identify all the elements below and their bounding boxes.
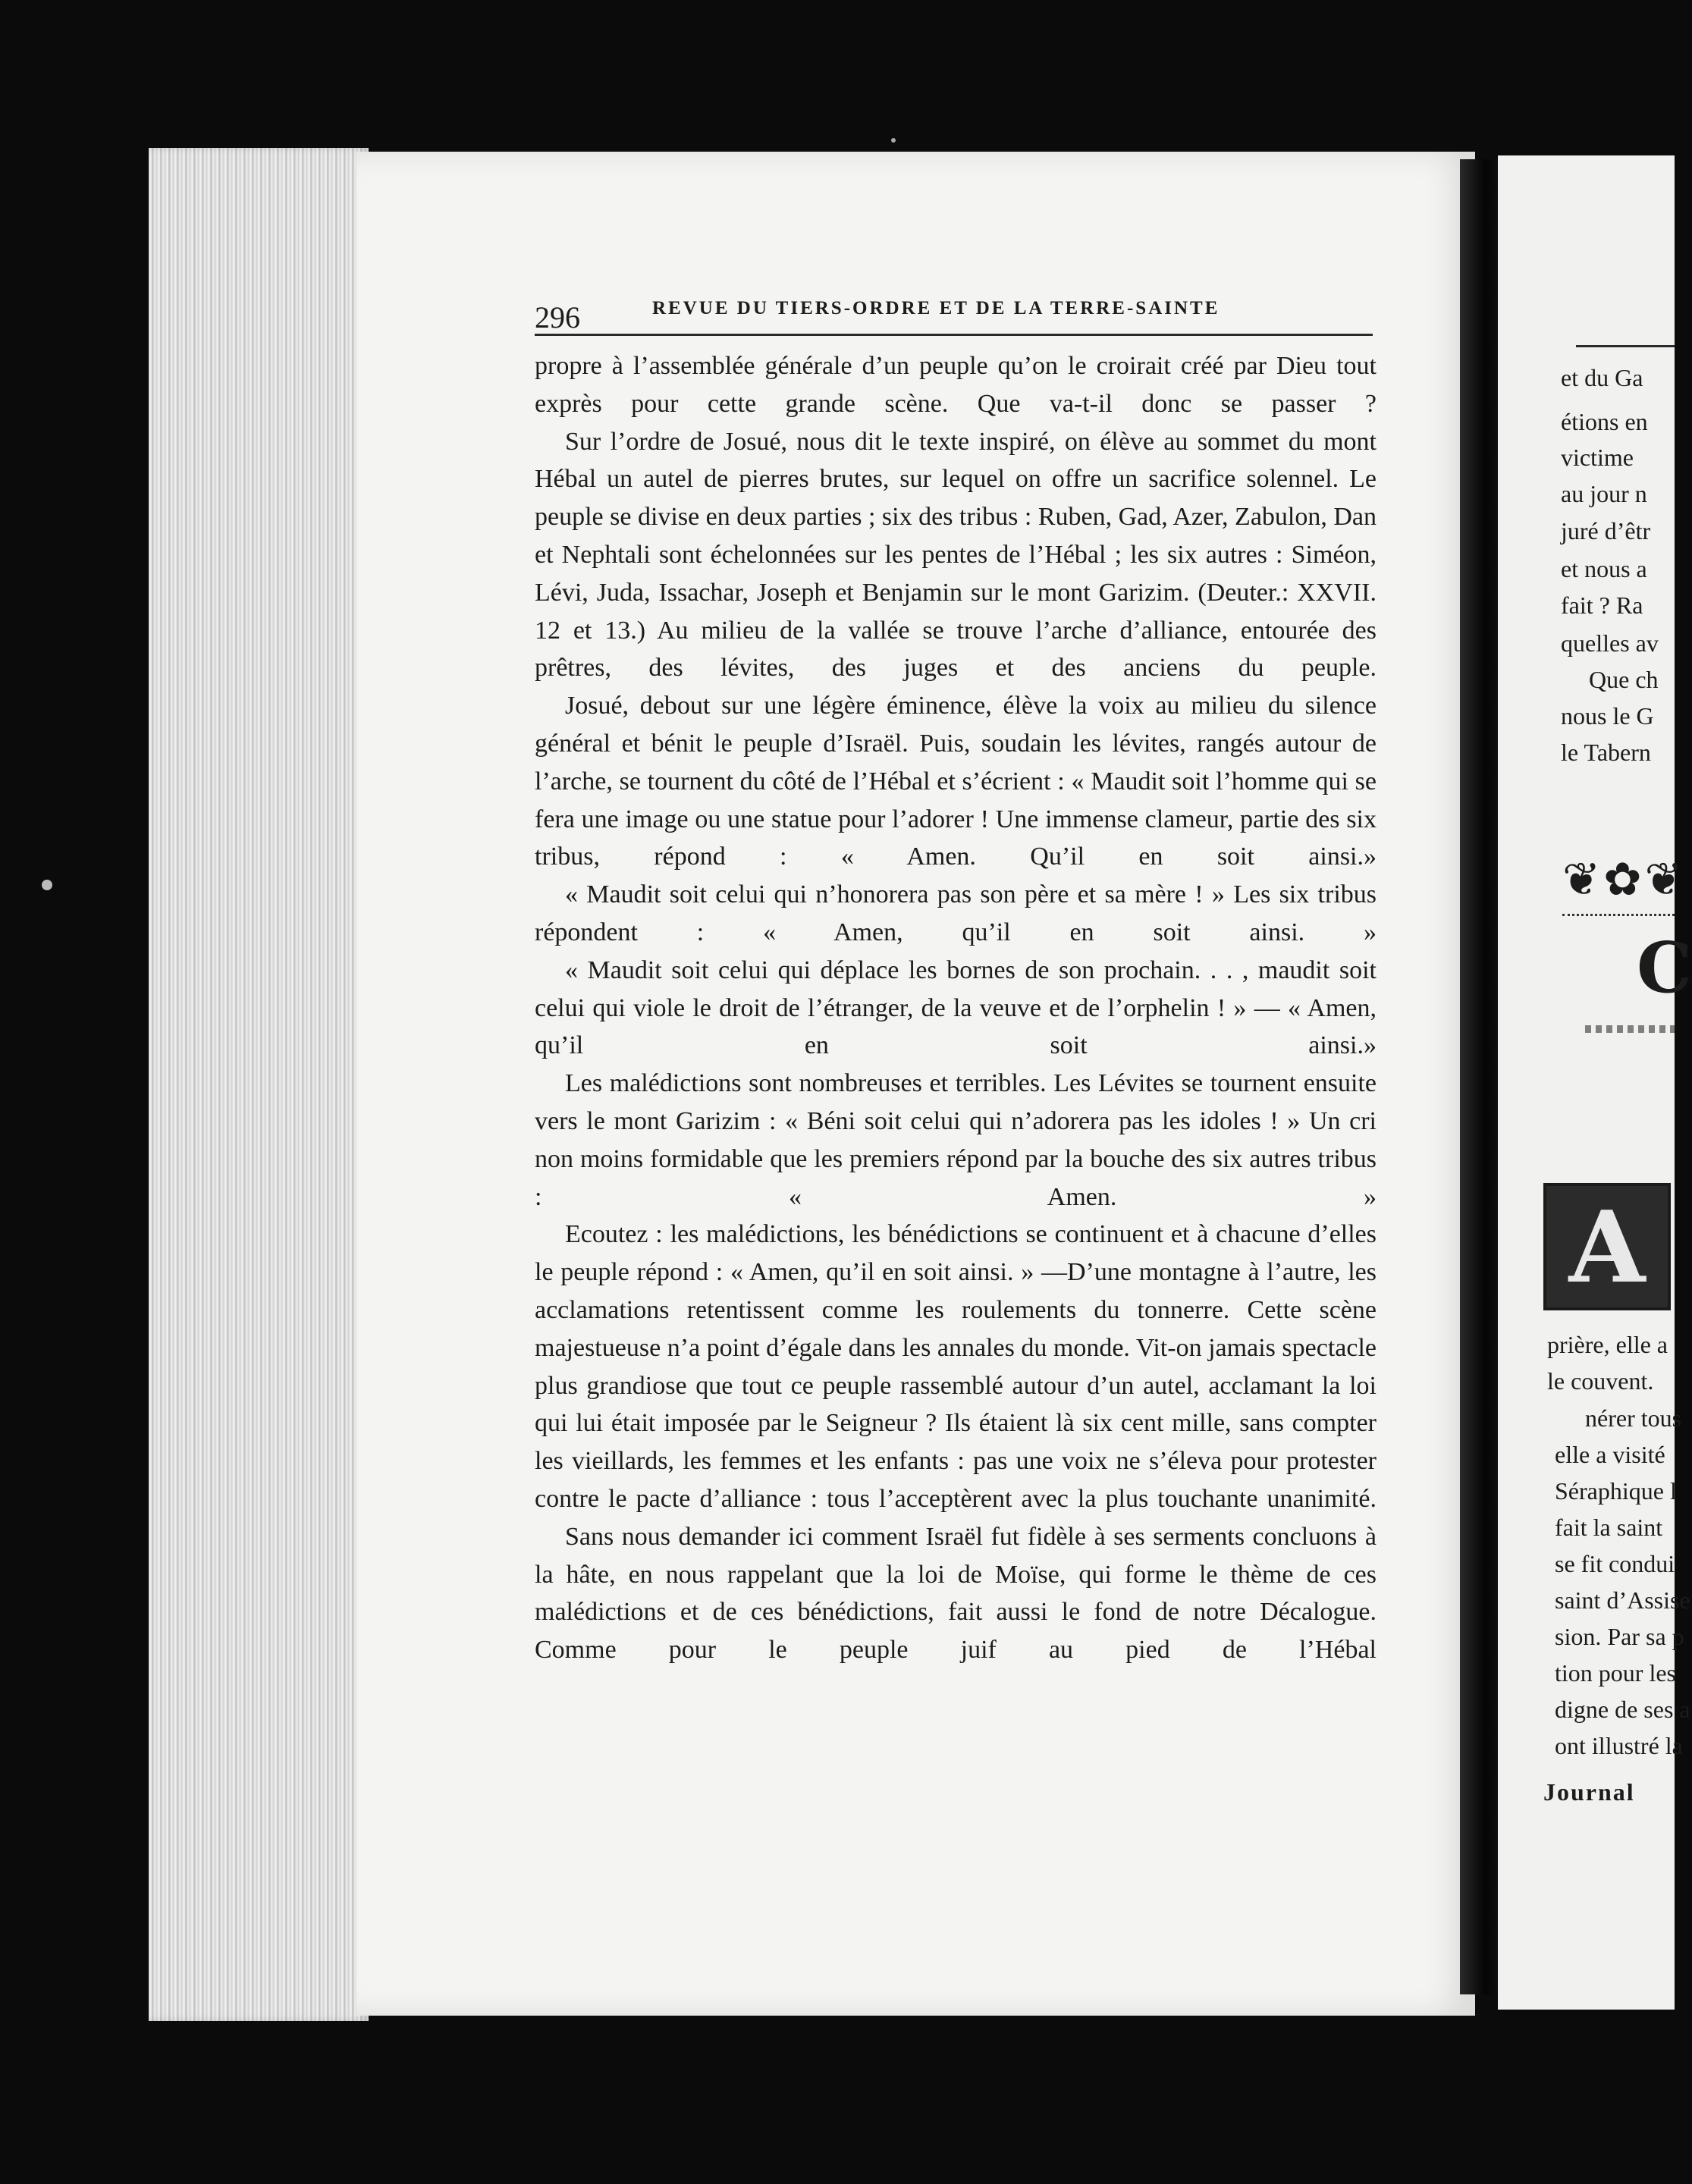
drop-cap-letter: A <box>1568 1188 1646 1305</box>
right-text-line: ont illustré la <box>1555 1732 1683 1759</box>
dust-speck <box>42 880 52 890</box>
right-text-line: tion pour les <box>1555 1659 1676 1687</box>
right-text-line: nérer tous <box>1585 1404 1682 1432</box>
dust-speck <box>891 138 896 143</box>
right-text-line: Que ch <box>1589 666 1659 693</box>
paragraph: Ecoutez : les malédictions, les bénédictions se continuent et à chacune d’elles le peuple répond : « Amen, qu’il en soit ainsi. » —D’une montagne à l’autre, les acclamations retentissent comme les roulements du tonnerre. Cette scène majestueuse n’a point d’égale dans les annales du monde. Vit-on jamais spectacle plus grandiose que tout ce peuple rassemblé autour d’un autel, acclamant la loi qui lui était imposée par le Seigneur ? Ils étaient là six cent mille, sans compter les vieillards, les femmes et les enfants : pas une voix ne s’éleva pour protester contre le pacte d’alliance : tous l’acceptèrent avec la plus touchante unanimité. <box>535 1220 1377 1513</box>
right-text-line: digne de ses a <box>1555 1696 1690 1723</box>
right-text-line: elle a visité <box>1555 1441 1665 1468</box>
right-text-line: prière, elle a <box>1547 1331 1668 1358</box>
right-text-line: nous le G <box>1561 702 1654 730</box>
right-text-line: et du Ga <box>1561 364 1643 391</box>
left-page-body <box>535 347 1377 1669</box>
right-text-line: le Tabern <box>1561 739 1651 766</box>
paragraph: « Maudit soit celui qui n’honorera pas son père et sa mère ! » Les six tribus répondent : « Amen, qu’il en soit ainsi. » <box>535 880 1377 946</box>
paragraph: Josué, debout sur une légère éminence, élève la voix au milieu du silence général et bénit le peuple d’Israël. Puis, soudain les lévites, rangés autour de l’arche, se tournent du côté de l’Hébal et s’écrient : « Maudit soit l’homme qui se fera une image ou une statue pour l’adorer ! Une immense clameur, partie des six tribus, répond : « Amen. Qu’il en soit ainsi.» <box>535 692 1377 871</box>
paragraph: Sans nous demander ici comment Israël fut fidèle à ses serments concluons à la hâte, en nous rappelant que la loi de Moïse, qui forme le thème de ces malédictions et de ces bénédictions, fait aussi le fond de notre Décalogue. Comme pour le peuple juif au pied de l’Hébal <box>535 1522 1377 1665</box>
right-text-line: quelles av <box>1561 629 1659 657</box>
right-journal-heading: Journal <box>1543 1778 1635 1806</box>
right-text-line: et nous a <box>1561 555 1647 582</box>
right-header-rule <box>1576 345 1675 347</box>
paragraph: propre à l’assemblée générale d’un peuple qu’on le croirait créé par Dieu tout exprès pour cette grande scène. Que va-t-il donc se passer ? <box>535 352 1377 418</box>
right-text-line: saint d’Assise <box>1555 1586 1690 1614</box>
ornament-underline <box>1562 914 1675 916</box>
floral-ornament-icon: ❦✿❦ <box>1562 855 1686 905</box>
paragraph: Les malédictions sont nombreuses et terribles. Les Lévites se tournent ensuite vers le mont Garizim : « Béni soit celui qui n’adorera pas les idoles ! » Un cri non moins formidable que les premiers répond par la bouche des six autres tribus : « Amen. » <box>535 1069 1377 1211</box>
page-number: 296 <box>535 300 580 334</box>
book-gutter <box>1460 159 1502 1994</box>
right-text-line: le couvent. <box>1547 1367 1654 1395</box>
right-text-line: victime <box>1561 444 1634 471</box>
wave-rule <box>1585 1025 1675 1033</box>
right-text-line: au jour n <box>1561 480 1647 507</box>
drop-cap <box>1543 1183 1671 1310</box>
page-edges <box>149 148 369 2021</box>
right-text-line: fait la saint <box>1555 1514 1663 1541</box>
paragraph: « Maudit soit celui qui déplace les bornes de son prochain. . . , maudit soit celui qui viole le droit de l’étranger, de la veuve et de l’orphelin ! » — « Amen, qu’il en soit ainsi.» <box>535 956 1377 1060</box>
paragraph: Sur l’ordre de Josué, nous dit le texte inspiré, on élève au sommet du mont Hébal un autel de pierres brutes, sur lequel on offre un sacrifice solennel. Le peuple se divise en deux parties ; six des tribus : Ruben, Gad, Azer, Zabulon, Dan et Nephtali sont échelonnées sur les pentes de l’Hébal ; les six autres : Siméon, Lévi, Juda, Issachar, Joseph et Benjamin sur le mont Garizim. (Deuter.: XXVII. 12 et 13.) Au milieu de la vallée se trouve l’arche d’alliance, entourée des prêtres, des lévites, des juges et des anciens du peuple. <box>535 427 1377 682</box>
right-text-line: étions en <box>1561 408 1648 435</box>
right-text-line: juré d’êtr <box>1561 517 1651 544</box>
right-text-line: sion. Par sa p <box>1555 1623 1684 1650</box>
right-text-line: se fit condui <box>1555 1550 1675 1577</box>
right-text-line: Séraphique l <box>1555 1477 1677 1505</box>
header-rule <box>535 334 1373 336</box>
running-head: REVUE DU TIERS-ORDRE ET DE LA TERRE-SAINTE <box>652 298 1220 318</box>
title-initial: C <box>1637 927 1692 1009</box>
right-text-line: fait ? Ra <box>1561 592 1643 619</box>
